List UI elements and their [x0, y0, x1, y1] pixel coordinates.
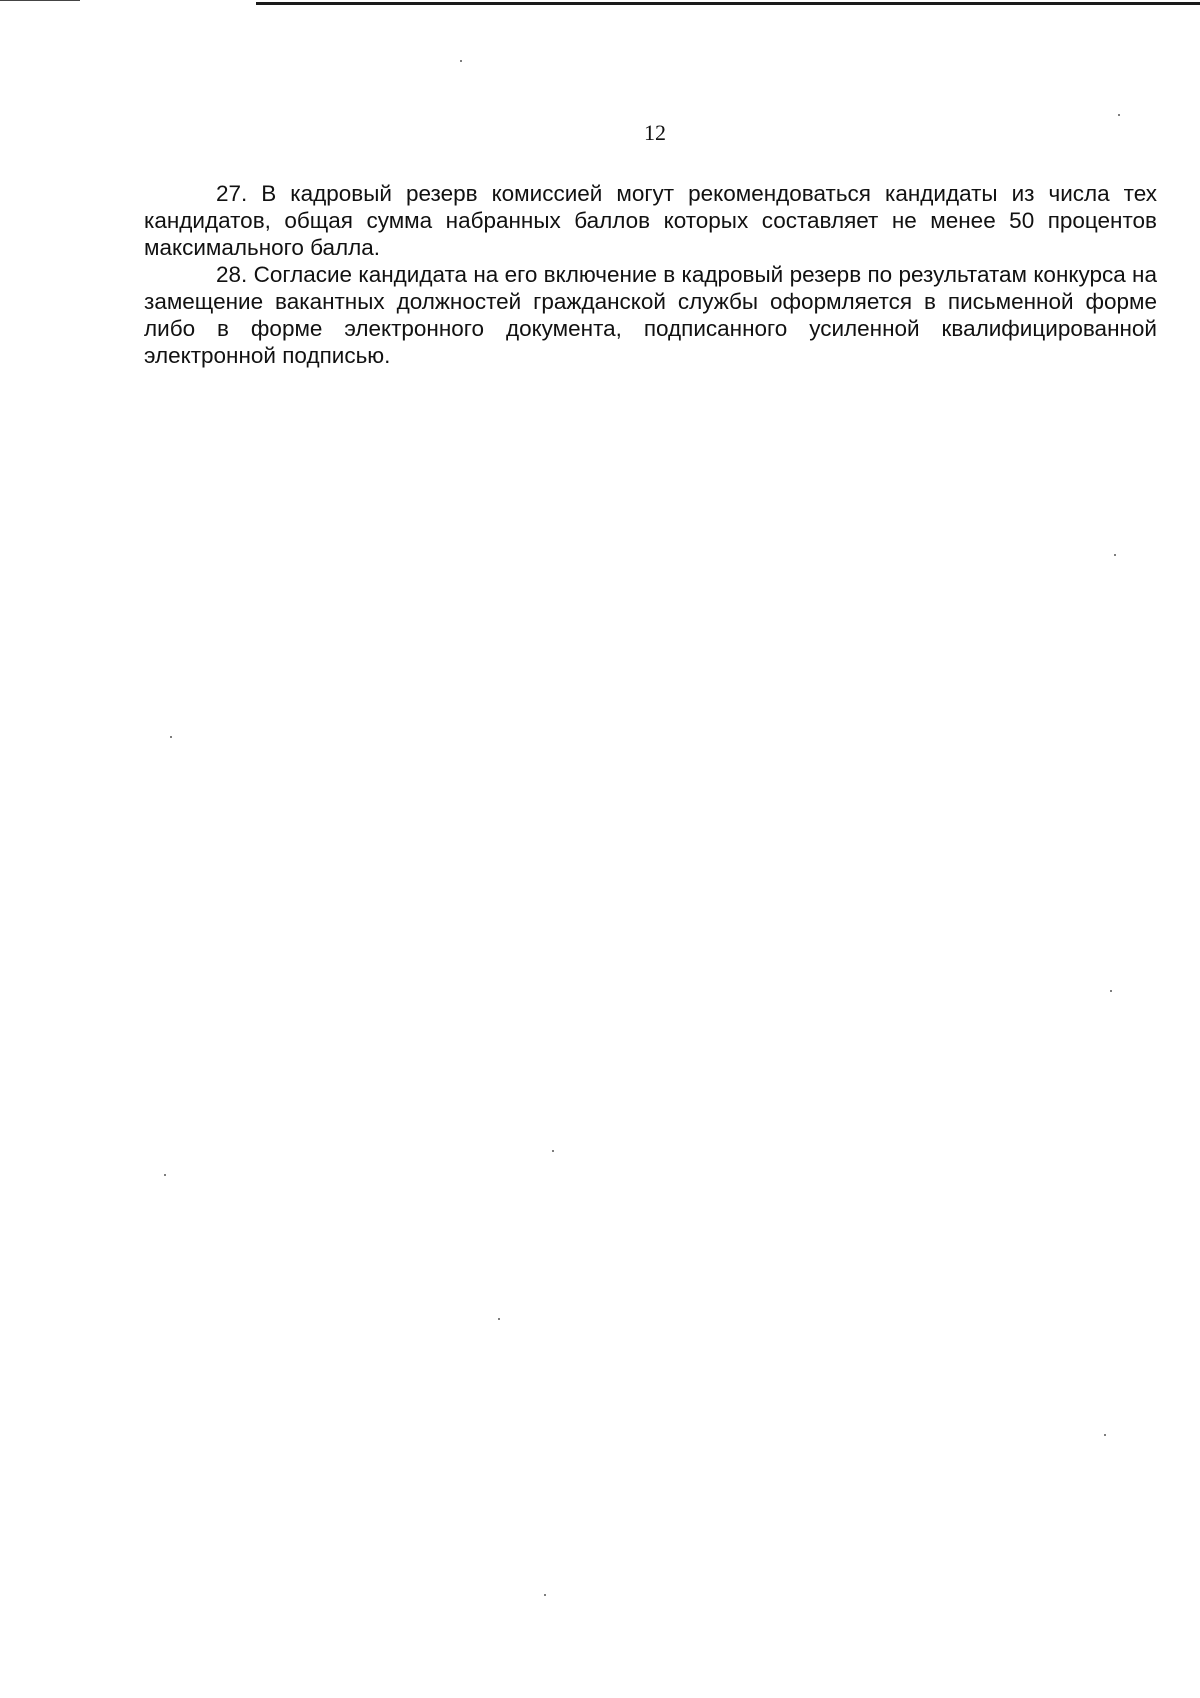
scan-speck [1104, 1434, 1106, 1436]
scan-speck [544, 1594, 546, 1596]
scan-speck [552, 1150, 554, 1152]
scan-edge-line [256, 2, 1200, 5]
scan-speck [1110, 990, 1112, 992]
paragraph-28: 28. Согласие кандидата на его включение в кадровый резерв по результатам конкурса на замещение вакантных должностей гражданской службы оформляется в письменной форме либо в форме электронного документа, подписанного усиленной квалифицированной электронной подписью. [144, 262, 1157, 368]
page-number: 12 [644, 120, 666, 145]
scan-speck [164, 1174, 166, 1176]
paragraph-27: 27. В кадровый резерв комиссией могут рекомендоваться кандидаты из числа тех кандидатов, общая сумма набранных баллов которых составляет не менее 50 процентов максимального балла. [144, 181, 1157, 260]
scan-speck [1114, 554, 1116, 556]
scan-speck [498, 1318, 500, 1320]
document-body [144, 180, 1157, 369]
scan-edge-line-left [0, 0, 80, 1]
scan-speck [1118, 114, 1120, 116]
scan-speck [170, 736, 172, 738]
scan-speck [460, 60, 462, 62]
